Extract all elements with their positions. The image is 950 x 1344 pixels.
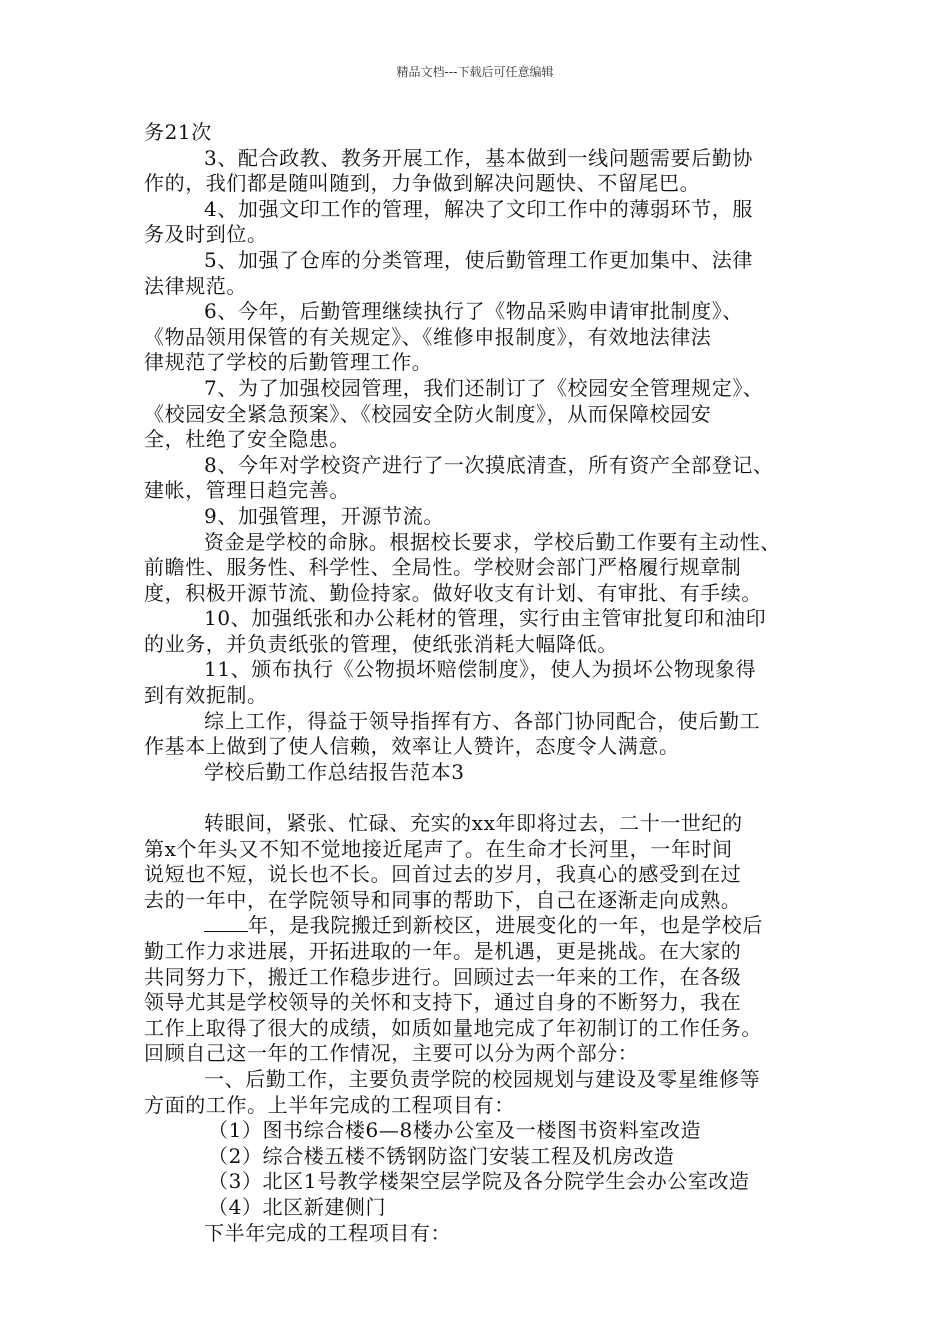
text-line: 工作上取得了很大的成绩，如质如量地完成了年初制订的工作任务。 bbox=[144, 1015, 762, 1040]
blank-line bbox=[144, 785, 816, 811]
text-line: 前瞻性、服务性、科学性、全局性。学校财会部门严格履行规章制 bbox=[144, 555, 742, 580]
paragraph-7: 7、为了加强校园管理，我们还制订了《校园安全管理规定》、 bbox=[204, 375, 764, 400]
paragraph-logistics: 一、后勤工作，主要负责学院的校园规划与建设及零星维修等 bbox=[204, 1066, 761, 1091]
text-line: 《物品领用保管的有关规定》、《维修申报制度》，有效地法律法 bbox=[144, 324, 712, 349]
text-line: 的业务，并负责纸张的管理，使纸张消耗大幅降低。 bbox=[144, 631, 618, 656]
text-line: 方面的工作。上半年完成的工程项目有： bbox=[144, 1092, 515, 1117]
paragraph-year bbox=[144, 913, 816, 939]
paragraph-3: 3、配合政教、教务开展工作，基本做到一线问题需要后勤协 bbox=[204, 145, 753, 170]
list-item: （3）北区1号教学楼架空层学院及各分院学生会办公室改造 bbox=[208, 1169, 750, 1194]
text-line: 作的，我们都是随叫随到，力争做到解决问题快、不留尾巴。 bbox=[144, 171, 701, 196]
text-line: 全，杜绝了安全隐患。 bbox=[144, 427, 350, 452]
paragraph-10: 10、加强纸张和办公耗材的管理，实行由主管审批复印和油印 bbox=[204, 606, 767, 631]
section-title: 学校后勤工作总结报告范本3 bbox=[204, 759, 465, 784]
text-line: 建帐，管理日趋完善。 bbox=[144, 478, 350, 503]
text-line: 务及时到位。 bbox=[144, 222, 268, 247]
list-item: （2）综合楼五楼不锈钢防盗门安装工程及机房改造 bbox=[208, 1143, 675, 1168]
text-line: 法律规范。 bbox=[144, 273, 247, 298]
document-body bbox=[144, 120, 816, 1246]
text-line: 《校园安全紧急预案》、《校园安全防火制度》，从而保障校园安 bbox=[144, 401, 712, 426]
paragraph-11: 11、颁布执行《公物损坏赔偿制度》，使人为损坏公物现象得 bbox=[204, 657, 757, 682]
blank-underline bbox=[204, 913, 248, 932]
page-header: 精品文档---下载后可任意编辑 bbox=[396, 65, 554, 79]
text-line: 作基本上做到了使人信赖，效率让人赞许，态度令人满意。 bbox=[144, 734, 680, 759]
paragraph-6: 6、今年，后勤管理继续执行了《物品采购申请审批制度》、 bbox=[204, 299, 743, 324]
paragraph-5: 5、加强了仓库的分类管理，使后勤管理工作更加集中、法律 bbox=[204, 247, 753, 272]
list-item: （1）图书综合楼6—8楼办公室及一楼图书资料室改造 bbox=[208, 1118, 702, 1143]
text-line: 年，是我院搬迁到新校区，进展变化的一年，也是学校后 bbox=[248, 913, 763, 938]
text-line: 领导尤其是学校领导的关怀和支持下，通过自身的不断努力，我在 bbox=[144, 990, 742, 1015]
paragraph-4: 4、加强文印工作的管理，解决了文印工作中的薄弱环节，服 bbox=[204, 196, 753, 221]
text-line: 到有效扼制。 bbox=[144, 683, 268, 708]
paragraph-8: 8、今年对学校资产进行了一次摸底清查，所有资产全部登记、 bbox=[204, 452, 774, 477]
paragraph-9: 9、加强管理，开源节流。 bbox=[204, 503, 444, 528]
paragraph-summary: 综上工作，得益于领导指挥有方、各部门协同配合，使后勤工 bbox=[204, 708, 761, 733]
paragraph-second-half: 下半年完成的工程项目有： bbox=[204, 1220, 452, 1245]
text-line: 共同努力下，搬迁工作稳步进行。回顾过去一年来的工作，在各级 bbox=[144, 964, 742, 989]
text-line: 说短也不短，说长也不长。回首过去的岁月，我真心的感受到在过 bbox=[144, 862, 742, 887]
text-line: 勤工作力求进展，开拓进取的一年。是机遇，更是挑战。在大家的 bbox=[144, 939, 742, 963]
text-line: 律规范了学校的后勤管理工作。 bbox=[144, 350, 433, 375]
text-line: 回顾自己这一年的工作情况，主要可以分为两个部分： bbox=[144, 1041, 639, 1066]
list-item: （4）北区新建侧门 bbox=[208, 1194, 387, 1219]
text-line: 去的一年中，在学院领导和同事的帮助下，自己在逐渐走向成熟。 bbox=[144, 887, 742, 912]
paragraph-funds: 资金是学校的命脉。根据校长要求，学校后勤工作要有主动性、 bbox=[204, 529, 781, 554]
text-line: 度，积极开源节流、勤俭持家。做好收支有计划、有审批、有手续。 bbox=[144, 580, 762, 605]
paragraph-intro: 转眼间，紧张、忙碌、充实的xx年即将过去，二十一世纪的 bbox=[204, 811, 743, 836]
text-line: 务21次 bbox=[144, 120, 212, 144]
text-line: 第x个年头又不知不觉地接近尾声了。在生命才长河里，一年时间 bbox=[144, 836, 733, 861]
